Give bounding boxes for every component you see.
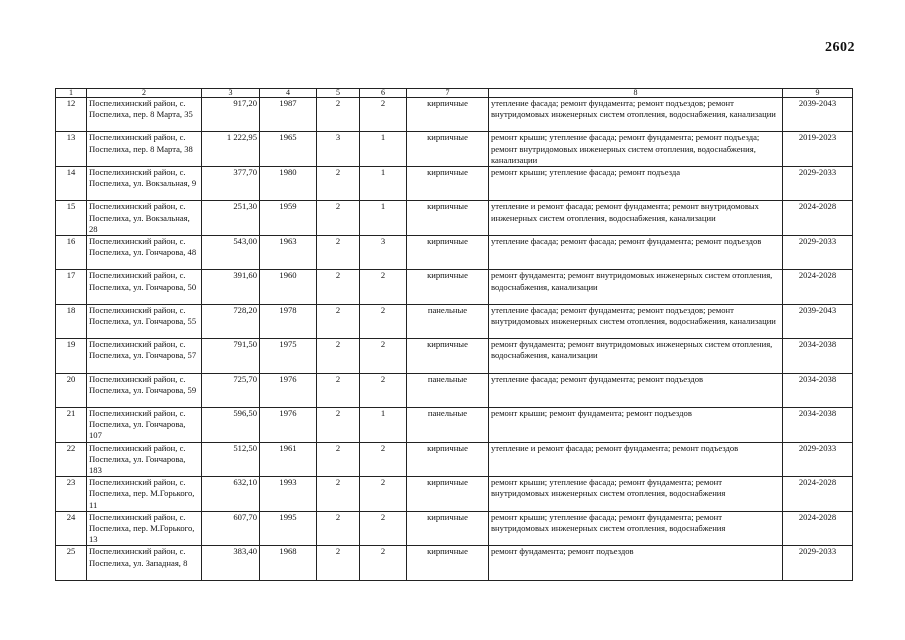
construction-year: 1976 bbox=[260, 407, 317, 442]
table-row bbox=[56, 270, 853, 304]
entrances-count: 2 bbox=[360, 270, 407, 304]
building-address: Поспелихинский район, с. Поспелиха, ул. Вокзальная, 28 bbox=[87, 201, 202, 236]
wall-material: кирпичные bbox=[407, 270, 489, 304]
column-number: 8 bbox=[489, 89, 783, 98]
repair-period: 2029-2033 bbox=[783, 546, 853, 580]
building-area: 607,70 bbox=[202, 511, 260, 546]
repair-works: утепление и ремонт фасада; ремонт фундамента; ремонт подъездов bbox=[489, 442, 783, 477]
construction-year: 1987 bbox=[260, 98, 317, 132]
building-area: 512,50 bbox=[202, 442, 260, 477]
table-row bbox=[56, 373, 853, 407]
building-address: Поспелихинский район, с. Поспелиха, ул. Вокзальная, 9 bbox=[87, 167, 202, 201]
table-row bbox=[56, 339, 853, 373]
floors-count: 2 bbox=[317, 304, 360, 338]
column-number: 1 bbox=[56, 89, 87, 98]
construction-year: 1965 bbox=[260, 132, 317, 167]
construction-year: 1959 bbox=[260, 201, 317, 236]
wall-material: кирпичные bbox=[407, 442, 489, 477]
housing-repair-table bbox=[55, 88, 853, 581]
row-number: 23 bbox=[56, 477, 87, 512]
building-address: Поспелихинский район, с. Поспелиха, ул. Гончарова, 57 bbox=[87, 339, 202, 373]
floors-count: 2 bbox=[317, 236, 360, 270]
floors-count: 2 bbox=[317, 442, 360, 477]
floors-count: 2 bbox=[317, 98, 360, 132]
building-address: Поспелихинский район, с. Поспелиха, ул. Гончарова, 50 bbox=[87, 270, 202, 304]
building-area: 391,60 bbox=[202, 270, 260, 304]
building-address: Поспелихинский район, с. Поспелиха, ул. Гончарова, 59 bbox=[87, 373, 202, 407]
entrances-count: 1 bbox=[360, 132, 407, 167]
column-number: 7 bbox=[407, 89, 489, 98]
table-row bbox=[56, 442, 853, 477]
row-number: 17 bbox=[56, 270, 87, 304]
repair-works: ремонт фундамента; ремонт внутридомовых инженерных систем отопления, водоснабжения, канализации bbox=[489, 339, 783, 373]
entrances-count: 2 bbox=[360, 98, 407, 132]
row-number: 24 bbox=[56, 511, 87, 546]
row-number: 18 bbox=[56, 304, 87, 338]
building-area: 632,10 bbox=[202, 477, 260, 512]
table-row bbox=[56, 132, 853, 167]
repair-works: утепление и ремонт фасада; ремонт фундамента; ремонт внутридомовых инженерных систем отопления, водоснабжения, канализации bbox=[489, 201, 783, 236]
column-number-row bbox=[56, 89, 853, 98]
repair-works: утепление фасада; ремонт фасада; ремонт фундамента; ремонт подъездов bbox=[489, 236, 783, 270]
repair-period: 2024-2028 bbox=[783, 511, 853, 546]
wall-material: кирпичные bbox=[407, 132, 489, 167]
wall-material: кирпичные bbox=[407, 201, 489, 236]
building-area: 1 222,95 bbox=[202, 132, 260, 167]
building-area: 791,50 bbox=[202, 339, 260, 373]
column-number: 9 bbox=[783, 89, 853, 98]
construction-year: 1963 bbox=[260, 236, 317, 270]
floors-count: 2 bbox=[317, 546, 360, 580]
repair-period: 2029-2033 bbox=[783, 442, 853, 477]
repair-period: 2029-2033 bbox=[783, 167, 853, 201]
building-address: Поспелихинский район, с. Поспелиха, пер. 8 Марта, 38 bbox=[87, 132, 202, 167]
table-row bbox=[56, 477, 853, 512]
construction-year: 1993 bbox=[260, 477, 317, 512]
table-row bbox=[56, 98, 853, 132]
row-number: 22 bbox=[56, 442, 87, 477]
repair-works: ремонт крыши; ремонт фундамента; ремонт подъездов bbox=[489, 407, 783, 442]
table-row bbox=[56, 511, 853, 546]
column-number: 4 bbox=[260, 89, 317, 98]
repair-period: 2024-2028 bbox=[783, 201, 853, 236]
wall-material: кирпичные bbox=[407, 167, 489, 201]
floors-count: 2 bbox=[317, 511, 360, 546]
page-number: 2602 bbox=[825, 40, 855, 55]
entrances-count: 2 bbox=[360, 546, 407, 580]
construction-year: 1968 bbox=[260, 546, 317, 580]
floors-count: 3 bbox=[317, 132, 360, 167]
floors-count: 2 bbox=[317, 167, 360, 201]
table-row bbox=[56, 167, 853, 201]
construction-year: 1976 bbox=[260, 373, 317, 407]
building-area: 596,50 bbox=[202, 407, 260, 442]
building-address: Поспелихинский район, с. Поспелиха, пер. 8 Марта, 35 bbox=[87, 98, 202, 132]
construction-year: 1978 bbox=[260, 304, 317, 338]
building-area: 543,00 bbox=[202, 236, 260, 270]
repair-period: 2034-2038 bbox=[783, 373, 853, 407]
column-number: 6 bbox=[360, 89, 407, 98]
repair-works: утепление фасада; ремонт фундамента; ремонт подъездов; ремонт внутридомовых инженерных систем отопления, водоснабжения, канализации bbox=[489, 98, 783, 132]
repair-works: ремонт фундамента; ремонт подъездов bbox=[489, 546, 783, 580]
entrances-count: 1 bbox=[360, 407, 407, 442]
row-number: 16 bbox=[56, 236, 87, 270]
entrances-count: 2 bbox=[360, 442, 407, 477]
building-address: Поспелихинский район, с. Поспелиха, ул. Гончарова, 55 bbox=[87, 304, 202, 338]
repair-period: 2024-2028 bbox=[783, 477, 853, 512]
repair-works: ремонт крыши; утепление фасада; ремонт фундамента; ремонт внутридомовых инженерных систем отопления, водоснабжения bbox=[489, 477, 783, 512]
building-area: 725,70 bbox=[202, 373, 260, 407]
entrances-count: 2 bbox=[360, 304, 407, 338]
entrances-count: 1 bbox=[360, 167, 407, 201]
column-number: 2 bbox=[87, 89, 202, 98]
repair-works: утепление фасада; ремонт фундамента; ремонт подъездов bbox=[489, 373, 783, 407]
floors-count: 2 bbox=[317, 373, 360, 407]
floors-count: 2 bbox=[317, 201, 360, 236]
row-number: 19 bbox=[56, 339, 87, 373]
floors-count: 2 bbox=[317, 407, 360, 442]
floors-count: 2 bbox=[317, 477, 360, 512]
row-number: 20 bbox=[56, 373, 87, 407]
building-address: Поспелихинский район, с. Поспелиха, ул. Гончарова, 48 bbox=[87, 236, 202, 270]
entrances-count: 1 bbox=[360, 201, 407, 236]
wall-material: кирпичные bbox=[407, 477, 489, 512]
construction-year: 1975 bbox=[260, 339, 317, 373]
wall-material: кирпичные bbox=[407, 236, 489, 270]
row-number: 25 bbox=[56, 546, 87, 580]
repair-period: 2039-2043 bbox=[783, 98, 853, 132]
wall-material: кирпичные bbox=[407, 98, 489, 132]
row-number: 15 bbox=[56, 201, 87, 236]
entrances-count: 2 bbox=[360, 339, 407, 373]
entrances-count: 2 bbox=[360, 477, 407, 512]
column-number: 3 bbox=[202, 89, 260, 98]
building-area: 377,70 bbox=[202, 167, 260, 201]
repair-period: 2034-2038 bbox=[783, 407, 853, 442]
building-address: Поспелихинский район, с. Поспелиха, ул. Гончарова, 183 bbox=[87, 442, 202, 477]
table-row bbox=[56, 201, 853, 236]
building-address: Поспелихинский район, с. Поспелиха, ул. Западная, 8 bbox=[87, 546, 202, 580]
entrances-count: 3 bbox=[360, 236, 407, 270]
repair-period: 2029-2033 bbox=[783, 236, 853, 270]
wall-material: кирпичные bbox=[407, 511, 489, 546]
table-row bbox=[56, 304, 853, 338]
building-address: Поспелихинский район, с. Поспелиха, пер. М.Горького, 13 bbox=[87, 511, 202, 546]
repair-period: 2039-2043 bbox=[783, 304, 853, 338]
repair-period: 2024-2028 bbox=[783, 270, 853, 304]
repair-period: 2019-2023 bbox=[783, 132, 853, 167]
construction-year: 1960 bbox=[260, 270, 317, 304]
table-row bbox=[56, 407, 853, 442]
row-number: 14 bbox=[56, 167, 87, 201]
row-number: 12 bbox=[56, 98, 87, 132]
table-row bbox=[56, 236, 853, 270]
row-number: 21 bbox=[56, 407, 87, 442]
wall-material: панельные bbox=[407, 407, 489, 442]
construction-year: 1961 bbox=[260, 442, 317, 477]
building-address: Поспелихинский район, с. Поспелиха, пер. М.Горького, 11 bbox=[87, 477, 202, 512]
repair-works: утепление фасада; ремонт фундамента; ремонт подъездов; ремонт внутридомовых инженерных систем отопления, водоснабжения, канализации bbox=[489, 304, 783, 338]
repair-works: ремонт крыши; утепление фасада; ремонт фундамента; ремонт подъезда; ремонт внутридомовых инженерных систем отопления, водоснабжения, канализации bbox=[489, 132, 783, 167]
wall-material: кирпичные bbox=[407, 339, 489, 373]
construction-year: 1980 bbox=[260, 167, 317, 201]
building-area: 251,30 bbox=[202, 201, 260, 236]
wall-material: кирпичные bbox=[407, 546, 489, 580]
building-area: 728,20 bbox=[202, 304, 260, 338]
row-number: 13 bbox=[56, 132, 87, 167]
building-address: Поспелихинский район, с. Поспелиха, ул. Гончарова, 107 bbox=[87, 407, 202, 442]
table-row bbox=[56, 546, 853, 580]
building-area: 383,40 bbox=[202, 546, 260, 580]
floors-count: 2 bbox=[317, 339, 360, 373]
floors-count: 2 bbox=[317, 270, 360, 304]
repair-works: ремонт фундамента; ремонт внутридомовых инженерных систем отопления, водоснабжения, канализации bbox=[489, 270, 783, 304]
wall-material: панельные bbox=[407, 373, 489, 407]
column-number: 5 bbox=[317, 89, 360, 98]
building-area: 917,20 bbox=[202, 98, 260, 132]
entrances-count: 2 bbox=[360, 373, 407, 407]
repair-works: ремонт крыши; утепление фасада; ремонт подъезда bbox=[489, 167, 783, 201]
repair-period: 2034-2038 bbox=[783, 339, 853, 373]
wall-material: панельные bbox=[407, 304, 489, 338]
construction-year: 1995 bbox=[260, 511, 317, 546]
repair-works: ремонт крыши; утепление фасада; ремонт фундамента; ремонт внутридомовых инженерных систем отопления, водоснабжения bbox=[489, 511, 783, 546]
entrances-count: 2 bbox=[360, 511, 407, 546]
